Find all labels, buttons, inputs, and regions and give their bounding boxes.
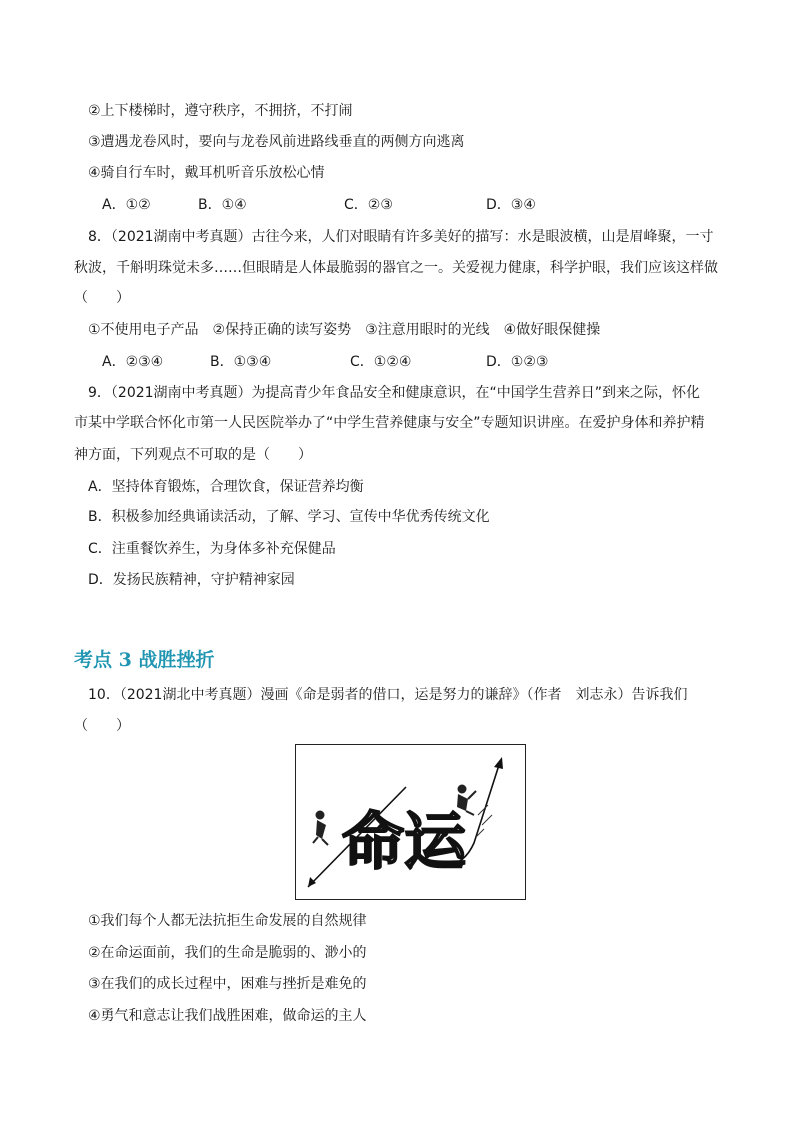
q8-option-d[interactable]: D．①②③ [486,354,549,370]
q7-option-d[interactable]: D．③④ [486,197,536,213]
q9-stem-line-1: 9．（2021湖南中考真题）为提高青少年食品安全和健康意识，在“中国学生营养日”到来之际，怀化 [88,385,701,401]
q10-statement-2: ②在命运面前，我们的生命是脆弱的、渺小的 [88,945,367,961]
q7-statement-2: ②上下楼梯时，遵守秩序，不拥挤，不打闹 [88,103,353,119]
q10-statement-1: ①我们每个人都无法抗拒生命发展的自然规律 [88,913,367,929]
cartoon-image [295,744,526,900]
cartoon-characters: 命运 [341,805,467,878]
q9-option-c[interactable]: C．注重餐饮养生，为身体多补充保健品 [88,541,336,557]
q7-statement-3: ③遭遇龙卷风时，要向与龙卷风前进路线垂直的两侧方向逃离 [88,134,465,150]
falling-person-icon [313,811,328,846]
q7-statement-4: ④骑自行车时，戴耳机听音乐放松心情 [88,165,325,181]
up-arrowhead-icon [494,757,503,769]
q7-option-b[interactable]: B．①④ [198,197,247,213]
q9-stem-line-2: 市某中学联合怀化市第一人民医院举办了“中学生营养健康与安全”专题知识讲座。在爱护身体和养护精 [74,415,705,431]
q8-statements: ①不使用电子产品 ②保持正确的读写姿势 ③注意用眼时的光线 ④做好眼保健操 [88,322,601,338]
q7-option-a[interactable]: A．①② [102,197,151,213]
q10-statement-4: ④勇气和意志让我们战胜困难，做命运的主人 [88,1008,367,1024]
q8-option-a[interactable]: A．②③④ [102,354,164,370]
q8-option-c[interactable]: C．①②④ [350,354,412,370]
q9-option-a[interactable]: A．坚持体育锻炼，合理饮食，保证营养均衡 [88,479,364,495]
q9-option-d[interactable]: D．发扬民族精神，守护精神家园 [88,572,295,588]
section-title: 考点 3 战胜挫折 [74,649,215,671]
q8-answer-blank: （ ） [74,290,130,306]
q9-option-b[interactable]: B．积极参加经典诵读活动，了解、学习、宣传中华优秀传统文化 [88,509,490,525]
q10-statement-3: ③在我们的成长过程中，困难与挫折是难免的 [88,976,367,992]
q7-option-c[interactable]: C．②③ [344,197,393,213]
q8-option-b[interactable]: B．①③④ [210,354,272,370]
q8-stem-line-2: 秋波，千斛明珠觉未多……但眼睛是人体最脆弱的器官之一。关爱视力健康，科学护眼，我们应该这样做 [74,260,718,276]
down-arrowhead-icon [308,877,316,887]
q10-stem-line-1: 10．（2021湖北中考真题）漫画《命是弱者的借口，运是努力的谦辞》（作者 刘志永）告诉我们 [88,687,688,703]
q8-stem-line-1: 8．（2021湖南中考真题）古往今来，人们对眼睛有许多美好的描写：水是眼波横，山是眉峰聚，一寸 [88,229,714,245]
q9-stem-line-3: 神方面，下列观点不可取的是（ ） [74,447,312,463]
q10-answer-blank: （ ） [74,718,130,734]
